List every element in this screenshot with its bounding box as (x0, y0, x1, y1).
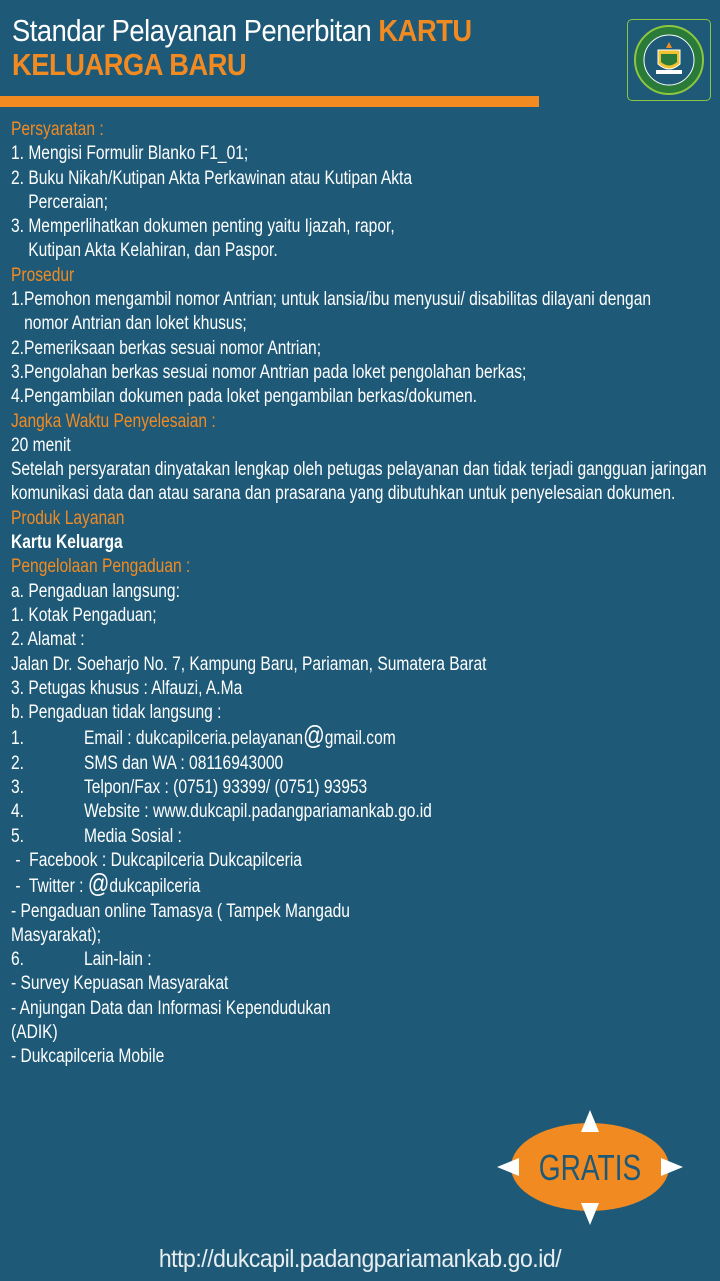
email-domain: gmail.com (324, 728, 396, 750)
arrow-right-icon (661, 1158, 683, 1176)
jangka-waktu-heading: Jangka Waktu Penyelesaian : (11, 410, 216, 432)
pengaduan-item: 3. Petugas khusus : Alfauzi, A.Ma (11, 677, 243, 699)
prosedur-item: 1.Pemohon mengambil nomor Antrian; untuk lansia/ibu menyusui/ disabilitas dilayani dengan (11, 289, 652, 311)
title-underline-bar (0, 96, 539, 107)
arrow-up-icon (581, 1110, 599, 1132)
persyaratan-item: Perceraian; (28, 191, 108, 213)
pengaduan-tidak-langsung-title: b. Pengaduan tidak langsung : (11, 702, 222, 724)
adik-text: - Anjungan Data dan Informasi Kependudukan (11, 997, 331, 1019)
produk-heading: Produk Layanan (11, 507, 125, 529)
prosedur-item: nomor Antrian dan loket khusus; (24, 313, 247, 335)
at-sign: @ (303, 720, 325, 751)
facebook-text: - Facebook : Dukcapilceria Dukcapilceria (11, 849, 302, 871)
contact-sms (11, 752, 585, 776)
contact-number: 3. (11, 777, 25, 799)
adik-text: (ADIK) (11, 1021, 58, 1043)
contact-number: 6. (11, 949, 25, 971)
produk-value: Kartu Keluarga (11, 532, 123, 554)
survey-text: - Survey Kepuasan Masyarakat (11, 973, 229, 995)
contact-number: 5. (11, 825, 25, 847)
contact-website (11, 800, 585, 824)
footer-url-link[interactable]: http://dukcapil.padangpariamankab.go.id/ (158, 1245, 562, 1273)
contact-medsos (11, 825, 585, 849)
persyaratan-item: Kutipan Akta Kelahiran, dan Paspor. (28, 240, 278, 262)
persyaratan-item: 3. Memperlihatkan dokumen penting yaitu Ijazah, rapor, (11, 216, 395, 238)
duration-value: 20 menit (11, 434, 71, 456)
persyaratan-heading: Persyaratan : (11, 119, 104, 140)
pengaduan-item: 2. Alamat : (11, 629, 85, 651)
duration-note: Setelah persyaratan dinyatakan lengkap oleh petugas pelayanan dan tidak terjadi gangguan jaringan komunikasi data dan atau sarana dan prasarana yang dibutuhkan untuk penyelesaian dokumen. (11, 459, 707, 505)
mobile-text: - Dukcapilceria Mobile (11, 1046, 165, 1068)
gratis-label: GRATIS (538, 1147, 642, 1188)
email-label: Email : dukcapilceria.pelayanan (83, 728, 304, 750)
pengaduan-langsung-title: a. Pengaduan langsung: (11, 580, 180, 602)
pengaduan-item: 1. Kotak Pengaduan; (11, 604, 157, 626)
at-sign: @ (87, 868, 110, 899)
twitter-label: - Twitter : (11, 876, 88, 898)
tamasya-text: - Pengaduan online Tamasya ( Tampek Mangadu (11, 900, 350, 922)
alamat-text: Jalan Dr. Soeharjo No. 7, Kampung Baru, Pariaman, Sumatera Barat (11, 653, 487, 675)
contact-number: 2. (11, 752, 25, 774)
page-title (12, 14, 540, 82)
sms-text: SMS dan WA : 08116943000 (83, 752, 284, 774)
contact-number: 4. (11, 801, 25, 823)
dukcapil-seal-icon (628, 20, 710, 100)
medsos-text: Media Sosial : (83, 825, 182, 847)
arrow-down-icon (581, 1203, 599, 1225)
contact-email (11, 720, 585, 751)
prosedur-item: 2.Pemeriksaan berkas sesuai nomor Antrian; (11, 337, 322, 359)
title-prefix: Standar Pelayanan Penerbitan (12, 13, 372, 48)
main-content (11, 118, 707, 1070)
contact-lainlain (11, 948, 585, 972)
telpon-text: Telpon/Fax : (0751) 93399/ (0751) 93953 (83, 777, 368, 799)
title-highlight: KARTU KELUARGA BARU (12, 13, 472, 82)
prosedur-item: 3.Pengolahan berkas sesuai nomor Antrian pada loket pengolahan berkas; (11, 361, 527, 383)
twitter-handle: dukcapilceria (109, 876, 201, 898)
contact-telpon (11, 776, 585, 800)
arrow-left-icon (497, 1158, 519, 1176)
lainlain-text: Lain-lain : (83, 949, 152, 971)
persyaratan-item: 1. Mengisi Formulir Blanko F1_01; (11, 143, 249, 165)
persyaratan-item: 2. Buku Nikah/Kutipan Akta Perkawinan atau Kutipan Akta (11, 167, 413, 189)
contact-number: 1. (11, 728, 25, 750)
prosedur-item: 4.Pengambilan dokumen pada loket pengambilan berkas/dokumen. (11, 386, 477, 408)
dukcapil-logo (627, 19, 711, 101)
website-text: Website : www.dukcapil.padangpariamankab.go.id (83, 801, 432, 823)
tamasya-text: Masyarakat); (11, 924, 102, 946)
twitter-line (11, 868, 585, 899)
prosedur-heading: Prosedur (11, 264, 75, 286)
pengaduan-heading: Pengelolaan Pengaduan : (11, 556, 191, 578)
